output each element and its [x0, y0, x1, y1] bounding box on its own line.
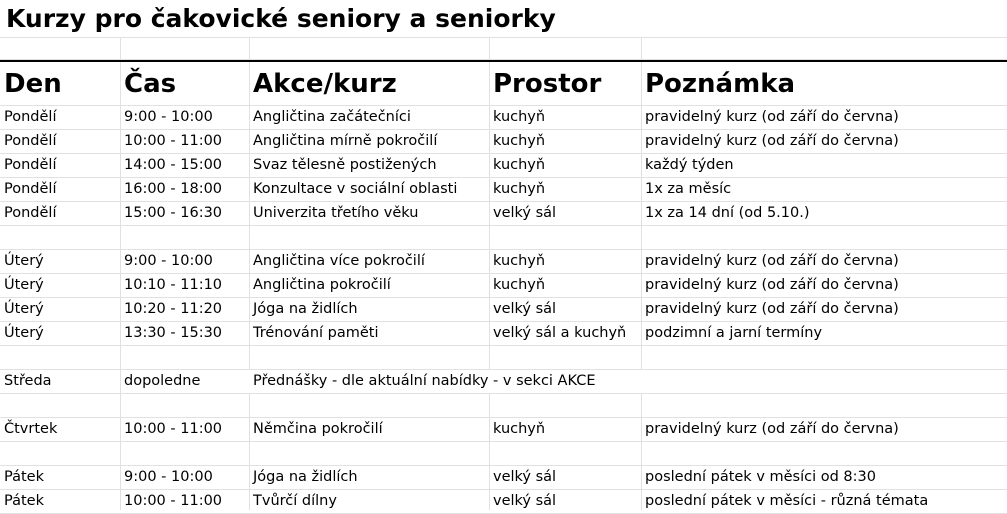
header-akce[interactable]: Akce/kurz	[253, 69, 397, 99]
cell-prostor[interactable]	[489, 226, 641, 249]
cell-prostor[interactable]: kuchyň	[493, 133, 546, 149]
cell-poznamka[interactable]	[641, 442, 1007, 465]
cell-den[interactable]: Pondělí	[4, 109, 57, 125]
cell-den[interactable]: Pondělí	[4, 181, 57, 197]
cell-den[interactable]: Úterý	[4, 253, 44, 269]
cell-akce[interactable]: Jóga na židlích	[253, 301, 358, 317]
cell-cas[interactable]: 10:00 - 11:00	[124, 421, 223, 437]
table-row	[0, 274, 1007, 298]
table-row	[0, 226, 1007, 250]
cell-den[interactable]	[0, 442, 120, 465]
header-cas[interactable]: Čas	[124, 69, 177, 99]
cell-poznamka[interactable]: každý týden	[645, 157, 734, 173]
cell-den[interactable]: Čtvrtek	[4, 421, 58, 437]
cell-akce[interactable]: Univerzita třetího věku	[253, 205, 419, 221]
cell-akce[interactable]: Němčina pokročilí	[253, 421, 383, 437]
cell-prostor[interactable]	[489, 442, 641, 465]
table-row	[0, 394, 1007, 418]
cell-den[interactable]: Pátek	[4, 469, 44, 485]
cell-den[interactable]	[0, 394, 120, 417]
cell-prostor[interactable]: velký sál	[493, 205, 557, 221]
cell-akce[interactable]: Trénování paměti	[253, 325, 379, 341]
cell-poznamka[interactable]	[641, 226, 1007, 249]
cell-cas[interactable]	[120, 394, 249, 417]
cell-prostor[interactable]: velký sál	[493, 301, 557, 317]
cell-cas[interactable]: 16:00 - 18:00	[124, 181, 223, 197]
header-den[interactable]: Den	[4, 69, 62, 99]
cell-poznamka[interactable]: pravidelný kurz (od září do června)	[645, 301, 899, 317]
cell-poznamka[interactable]: 1x za 14 dní (od 5.10.)	[645, 205, 810, 221]
cell-akce[interactable]: Angličtina pokročilí	[253, 277, 391, 293]
cell-cas[interactable]	[120, 346, 249, 369]
cell-akce[interactable]: Tvůrčí dílny	[253, 493, 337, 509]
cell-den[interactable]	[0, 226, 120, 249]
table-row	[0, 418, 1007, 442]
cell-akce[interactable]: Angličtina začátečníci	[253, 109, 411, 125]
cell-den[interactable]: Pondělí	[4, 157, 57, 173]
cell-den[interactable]: Pondělí	[4, 133, 57, 149]
table-row	[0, 322, 1007, 346]
table-row	[0, 202, 1007, 226]
cell-akce[interactable]: Jóga na židlích	[253, 469, 358, 485]
cell-cas[interactable]: 14:00 - 15:00	[124, 157, 223, 173]
cell-akce[interactable]	[249, 442, 489, 465]
table-row	[0, 130, 1007, 154]
cell-cas[interactable]: 9:00 - 10:00	[124, 253, 213, 269]
cell-poznamka[interactable]: 1x za měsíc	[645, 181, 732, 197]
cell-prostor[interactable]: velký sál a kuchyň	[493, 325, 627, 341]
cell-akce[interactable]: Angličtina více pokročilí	[253, 253, 425, 269]
cell-poznamka[interactable]: pravidelný kurz (od září do června)	[645, 421, 899, 437]
cell-cas[interactable]: 10:10 - 11:10	[124, 277, 223, 293]
cell-prostor[interactable]: kuchyň	[493, 181, 546, 197]
cell-prostor[interactable]: velký sál	[493, 469, 557, 485]
cell-prostor[interactable]: kuchyň	[493, 157, 546, 173]
cell-den[interactable]	[0, 346, 120, 369]
cell-prostor[interactable]	[489, 394, 641, 417]
table-row	[0, 250, 1007, 274]
cell-poznamka[interactable]: pravidelný kurz (od září do června)	[645, 133, 899, 149]
header-prostor[interactable]: Prostor	[493, 69, 602, 99]
cell-den[interactable]: Úterý	[4, 277, 44, 293]
cell-prostor[interactable]: kuchyň	[493, 109, 546, 125]
cell-prostor[interactable]: kuchyň	[493, 253, 546, 269]
title-row	[0, 0, 1007, 38]
cell-prostor[interactable]: kuchyň	[493, 421, 546, 437]
cell-akce[interactable]	[249, 346, 489, 369]
table-row	[0, 346, 1007, 370]
cell-den[interactable]: Úterý	[4, 325, 44, 341]
table-row	[0, 154, 1007, 178]
cell-akce[interactable]: Přednášky - dle aktuální nabídky - v sekci AKCE	[249, 370, 1007, 393]
empty-row	[0, 38, 1007, 60]
cell-prostor[interactable]: velký sál	[493, 493, 557, 509]
cell-cas[interactable]: 9:00 - 10:00	[124, 469, 213, 485]
cell-cas[interactable]	[120, 442, 249, 465]
cell-poznamka[interactable]: poslední pátek v měsíci - různá témata	[645, 493, 929, 509]
cell-prostor[interactable]: kuchyň	[493, 277, 546, 293]
cell-cas[interactable]: dopoledne	[124, 373, 201, 389]
cell-poznamka[interactable]: pravidelný kurz (od září do června)	[645, 277, 899, 293]
cell-cas[interactable]: 13:30 - 15:30	[124, 325, 223, 341]
cell-poznamka[interactable]: pravidelný kurz (od září do června)	[645, 109, 899, 125]
table-row	[0, 370, 1007, 394]
cell-akce[interactable]	[249, 394, 489, 417]
table-row	[0, 466, 1007, 490]
cell-akce[interactable]: Konzultace v sociální oblasti	[253, 181, 458, 197]
cell-poznamka[interactable]: pravidelný kurz (od září do června)	[645, 253, 899, 269]
cell-cas[interactable]: 10:00 - 11:00	[124, 133, 223, 149]
cell-den[interactable]: Pondělí	[4, 205, 57, 221]
table-row	[0, 106, 1007, 130]
cell-poznamka[interactable]: poslední pátek v měsíci od 8:30	[645, 469, 876, 485]
cell-den[interactable]: Středa	[4, 373, 52, 389]
cell-poznamka[interactable]: podzimní a jarní termíny	[645, 325, 823, 341]
cell-den[interactable]: Pátek	[4, 493, 44, 509]
cell-akce[interactable]: Angličtina mírně pokročilí	[253, 133, 438, 149]
cell-poznamka[interactable]	[641, 394, 1007, 417]
cell-cas[interactable]	[120, 226, 249, 249]
cell-poznamka[interactable]	[641, 346, 1007, 369]
cell-cas[interactable]: 9:00 - 10:00	[124, 109, 213, 125]
cell-akce[interactable]	[249, 226, 489, 249]
cell-cas[interactable]: 10:20 - 11:20	[124, 301, 223, 317]
header-row	[0, 60, 1007, 106]
cell-akce[interactable]: Svaz tělesně postižených	[253, 157, 437, 173]
table-row	[0, 490, 1007, 514]
sheet-title[interactable]: Kurzy pro čakovické seniory a seniorky	[0, 0, 641, 37]
cell-den[interactable]: Úterý	[4, 301, 44, 317]
table-row	[0, 178, 1007, 202]
cell-cas[interactable]: 15:00 - 16:30	[124, 205, 223, 221]
table-row	[0, 442, 1007, 466]
table-row	[0, 298, 1007, 322]
cell-cas[interactable]: 10:00 - 11:00	[124, 493, 223, 509]
cell-prostor[interactable]	[489, 346, 641, 369]
header-poznamka[interactable]: Poznámka	[645, 69, 796, 99]
